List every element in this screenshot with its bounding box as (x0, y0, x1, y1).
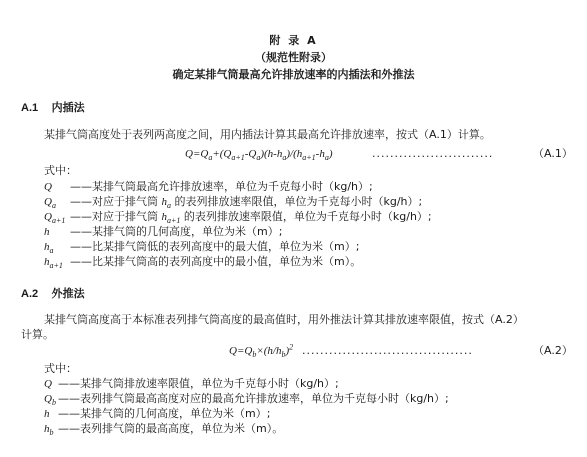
definition-item: h ——某排气筒的几何高度，单位为米（m）; (44, 407, 271, 420)
section-heading (21, 287, 85, 301)
symbol: $h_b$ (44, 423, 54, 438)
section-heading (21, 101, 85, 115)
symbol: $Q_{a+1}$ (44, 211, 66, 226)
symbol: $h_a$ (44, 241, 54, 256)
definition-item: $Q_a$ ——对应于排气筒 $h_a$ 的表列排放速率限值，单位为千克每小时（kg/h）; (44, 195, 423, 211)
paragraph-intro: 某排气筒高度处于表列两高度之间，用内插法计算其最高允许排放速率，按式（A.1）计算。 (44, 128, 491, 141)
symbol: h (44, 408, 50, 420)
section-title: 外推法 (51, 287, 85, 300)
definition-item: $h_b$ ——表列排气筒的最高高度，单位为米（m）。 (44, 422, 284, 438)
appendix-heading: 确定某排气筒最高允许排放速率的内插法和外推法 (172, 68, 415, 81)
equation-number: （A.1） (533, 147, 573, 160)
paragraph-intro: 某排气筒高度高于本标准表列排气筒高度的最高值时，用外推法计算其排放速率限值，按式（A.2） (44, 313, 524, 326)
definition-item: $Q_b$ ——表列排气筒最高高度对应的最高允许排放速率，单位为千克每小时（kg/h）; (44, 392, 449, 408)
appendix-title: 附 录 A (269, 34, 318, 47)
symbol: $h_{a+1}$ (44, 256, 63, 271)
section-number: A.2 (21, 288, 39, 300)
symbol: $Q_a$ (44, 196, 56, 211)
formula-a2: $Q=Q_b\times(h/h_b)^2$ (229, 342, 294, 360)
appendix-nature: （规范性附录） (255, 51, 332, 64)
where-label: 式中： (44, 362, 77, 375)
definition-item: h ——某排气筒的几何高度，单位为米（m）; (44, 225, 283, 238)
definition-item: $h_{a+1}$ ——比某排气筒高的表列高度中的最小值，单位为米（m）。 (44, 255, 362, 271)
paragraph-intro-continuation: 计算。 (21, 328, 54, 341)
definition-item: $h_a$ ——比某排气筒低的表列高度中的最大值，单位为米（m）; (44, 240, 360, 256)
definition-item: $Q_{a+1}$ ——对应于排气筒 $h_{a+1}$ 的表列排放速率限值，单位为千克每小时（kg/h）; (44, 210, 432, 226)
definition-item: Q ——某排气筒最高允许排放速率，单位为千克每小时（kg/h）; (44, 180, 373, 193)
where-label: 式中： (44, 164, 77, 177)
definition-item: Q ——某排气筒排放速率限值，单位为千克每小时（kg/h）; (44, 377, 339, 390)
section-number: A.1 (21, 102, 39, 114)
symbol: Q (44, 181, 52, 193)
formula-leader-dots: ...................................... (302, 344, 473, 357)
symbol: Q (44, 378, 52, 390)
symbol: $Q_b$ (44, 393, 56, 408)
symbol: h (44, 226, 50, 238)
formula-a1: $Q=Q_a+(Q_{a+1}-Q_a)(h-h_a)/(h_{a+1}-h_a)$ (185, 148, 333, 163)
formula-leader-dots: ........................... (372, 147, 494, 160)
section-title: 内插法 (51, 101, 85, 114)
equation-number: （A.2） (533, 344, 573, 357)
